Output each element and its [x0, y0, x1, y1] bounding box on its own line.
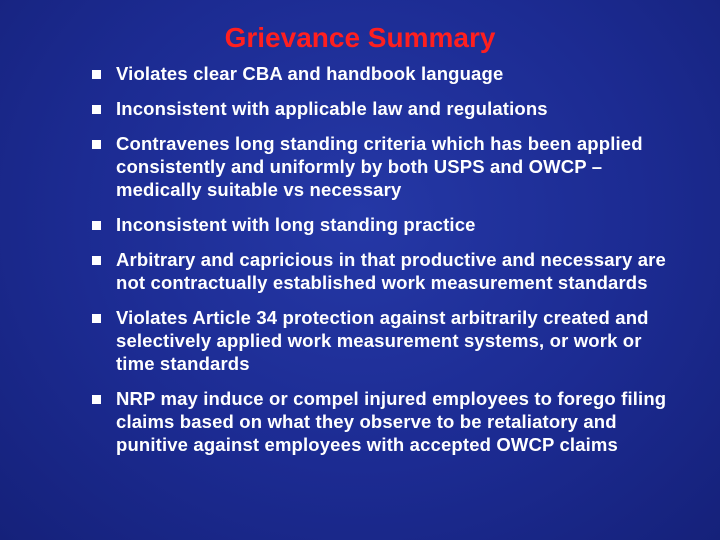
- square-bullet-icon: [92, 395, 101, 404]
- bullet-item: [92, 306, 672, 375]
- square-bullet-icon: [92, 221, 101, 230]
- square-bullet-icon: [92, 70, 101, 79]
- square-bullet-icon: [92, 105, 101, 114]
- slide-title: Grievance Summary: [224, 22, 496, 53]
- bullet-text: Inconsistent with long standing practice: [116, 214, 476, 235]
- bullet-item: [92, 132, 672, 201]
- square-bullet-icon: [92, 314, 101, 323]
- bullet-text: NRP may induce or compel injured employees to forego filing claims based on what they observe to be retaliatory and punitive against employees with accepted OWCP claims: [116, 388, 667, 455]
- bullet-item: [92, 62, 672, 85]
- bullet-text: Contravenes long standing criteria which has been applied consistently and uniformly by both USPS and OWCP – medically suitable vs necessary: [116, 133, 643, 200]
- bullet-text: Violates Article 34 protection against arbitrarily created and selectively applied work measurement systems, or work or time standards: [116, 307, 649, 374]
- bullet-text: Arbitrary and capricious in that productive and necessary are not contractually established work measurement standards: [116, 249, 666, 293]
- bullet-item: [92, 387, 672, 456]
- bullet-text: Violates clear CBA and handbook language: [116, 63, 504, 84]
- bullet-text: Inconsistent with applicable law and regulations: [116, 98, 548, 119]
- bullet-item: [92, 97, 672, 120]
- bullet-item: [92, 248, 672, 294]
- square-bullet-icon: [92, 256, 101, 265]
- bullet-list: [92, 62, 672, 468]
- square-bullet-icon: [92, 140, 101, 149]
- bullet-item: [92, 213, 672, 236]
